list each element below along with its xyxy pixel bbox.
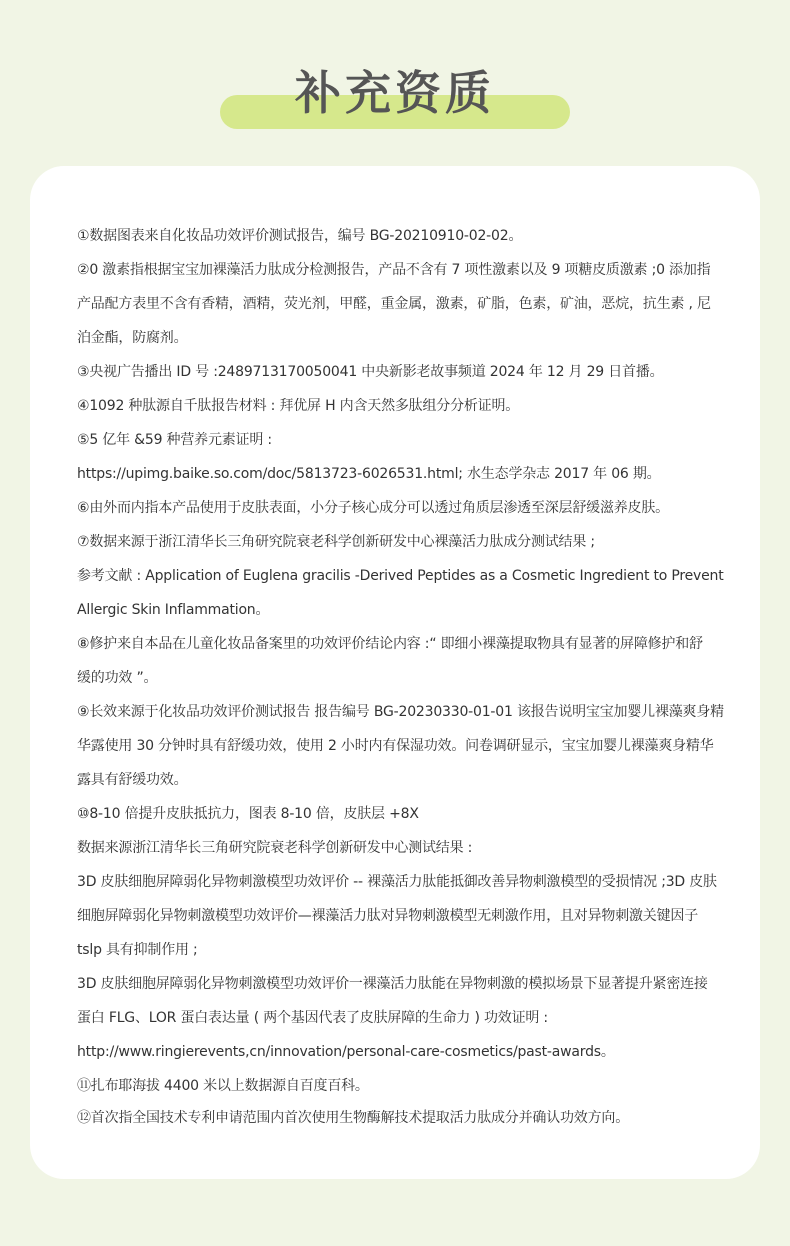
note-line: ⑤5 亿年 &59 种营养元素证明 :: [77, 432, 272, 448]
page-title: 补充资质: [295, 66, 495, 120]
note-line: ⑥由外而内指本产品使用于皮肤表面，小分子核心成分可以透过角质层渗透至深层舒缓滋养皮肤。: [77, 500, 669, 516]
note-line: ⑪扎布耶海拔 4400 米以上数据源自百度百科。: [77, 1078, 369, 1094]
note-line: ⑧修护来自本品在儿童化妆品备案里的功效评价结论内容 :“ 即细小裸藻提取物具有显著的屏障修护和舒: [77, 636, 703, 652]
note-line: ⑫首次指全国技术专利申请范围内首次使用生物酶解技术提取活力肽成分并确认功效方向。: [77, 1110, 629, 1126]
note-line: ⑩8-10 倍提升皮肤抵抗力，图表 8-10 倍，皮肤层 +8X: [77, 806, 419, 822]
note-line: 露具有舒缓功效。: [77, 772, 188, 788]
header: [0, 60, 790, 132]
note-line: ⑨长效来源于化妆品功效评价测试报告 报告编号 BG-20230330-01-01 该报告说明宝宝加婴儿裸藻爽身精: [77, 704, 724, 720]
note-line: 数据来源浙江清华长三角研究院衰老科学创新研发中心测试结果 :: [77, 840, 473, 856]
note-line: 缓的功效 ”。: [77, 670, 158, 686]
note-line: 3D 皮肤细胞屏障弱化异物刺激模型功效评价 -- 裸藻活力肽能抵御改善异物刺激模型的受损情况 ;3D 皮肤: [77, 874, 717, 890]
note-line: ③央视广告播出 ID 号 :2489713170050041 中央新影老故事频道 2024 年 12 月 29 日首播。: [77, 364, 664, 380]
note-line: tslp 具有抑制作用 ;: [77, 942, 198, 958]
notes-list: [77, 219, 737, 1131]
note-line: 华露使用 30 分钟时具有舒缓功效，使用 2 小时内有保湿功效。问卷调研显示，宝宝加婴儿裸藻爽身精华: [77, 738, 714, 754]
notes-card: [30, 166, 760, 1179]
note-line: 产品配方表里不含有香精，酒精，荧光剂，甲醛，重金属，激素，矿脂，色素，矿油，恶烷，抗生素 , 尼: [77, 296, 711, 312]
note-line: https://upimg.baike.so.com/doc/5813723-6026531.html; 水生态学杂志 2017 年 06 期。: [77, 466, 661, 482]
note-line: 3D 皮肤细胞屏障弱化异物刺激模型功效评价一裸藻活力肽能在异物刺激的模拟场景下显著提升紧密连接: [77, 976, 708, 992]
note-line: ②0 激素指根据宝宝加裸藻活力肽成分检测报告，产品不含有 7 项性激素以及 9 项糖皮质激素 ;0 添加指: [77, 262, 711, 278]
note-line: 蛋白 FLG、LOR 蛋白表达量 ( 两个基因代表了皮肤屏障的生命力 ) 功效证明 :: [77, 1010, 548, 1026]
note-line: 泊金酯，防腐剂。: [77, 330, 188, 346]
note-line: http://www.ringierevents,cn/innovation/personal-care-cosmetics/past-awards。: [77, 1044, 615, 1060]
note-line: 细胞屏障弱化异物刺激模型功效评价—裸藻活力肽对异物刺激模型无刺激作用，且对异物刺激关键因子: [77, 908, 698, 924]
note-line: ⑦数据来源于浙江清华长三角研究院衰老科学创新研发中心裸藻活力肽成分测试结果 ;: [77, 534, 595, 550]
note-line: Allergic Skin Inflammation。: [77, 602, 270, 618]
note-line: ①数据图表来自化妆品功效评价测试报告，编号 BG-20210910-02-02。: [77, 228, 523, 244]
note-line: ④1092 种肽源自千肽报告材料 : 拜优屏 H 内含天然多肽组分分析证明。: [77, 398, 520, 414]
note-line: 参考文献 : Application of Euglena gracilis -Derived Peptides as a Cosmetic Ingredient to Prevent: [77, 568, 724, 584]
